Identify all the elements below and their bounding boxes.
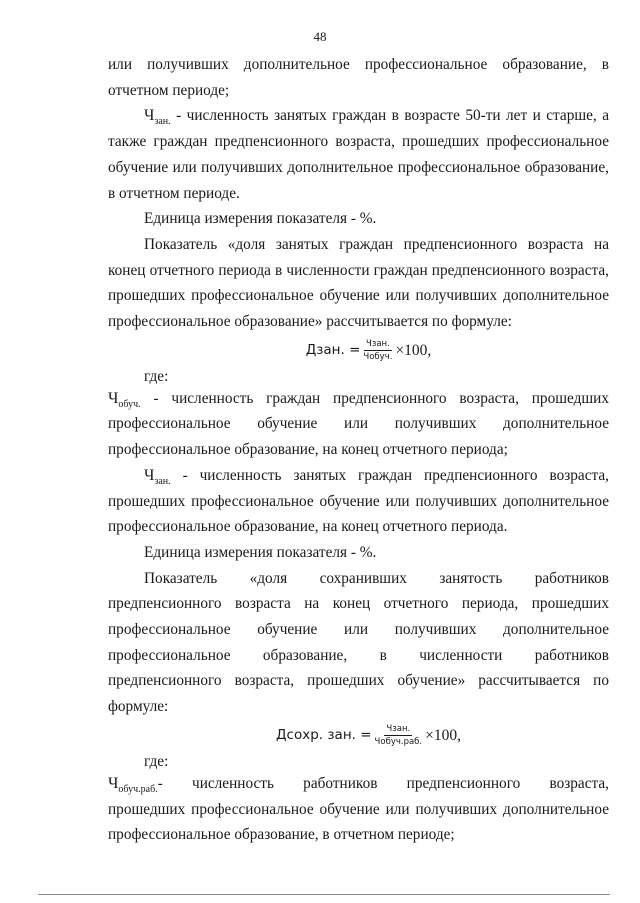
definition-text: - численность занятых граждан предпенсионного возраста, прошедших профессиональное обучение или получивших дополнительное профессиональное образование, на конец отчетного периода. <box>108 466 609 536</box>
definition-workers-rest: прошедших профессиональное обучение или получивших дополнительное профессиональное образование, в отчетном периоде; <box>108 800 609 844</box>
indicator-description: Показатель «доля сохранивших занятость работников предпенсионного возраста на конец отчетного периода, прошедших профессиональное обучение или получивших дополнительное профессиональное образование, в численности работников предпенсионного возраста, прошедших обучение» рассчитывается по формуле: <box>108 569 609 716</box>
document-body <box>108 52 609 848</box>
definition-text: - численность работников предпенсионного возраста, <box>157 774 609 792</box>
symbol-subscript: обуч.раб. <box>118 783 158 795</box>
page-number: 48 <box>313 29 327 44</box>
fraction-denominator: Чобуч. <box>363 352 393 363</box>
definition-trained-line1 <box>108 386 609 412</box>
formula-fraction <box>375 724 423 747</box>
fraction-numerator: Чзан. <box>386 724 411 735</box>
formula-multiplier: ×100, <box>425 727 461 745</box>
symbol-subscript: зан. <box>154 116 171 128</box>
symbol: Ч <box>144 466 155 484</box>
symbol: Ч <box>108 774 119 792</box>
definition-text: - численность граждан предпенсионного возраста, прошедших <box>140 389 609 407</box>
formula-lhs: Дзан. = <box>305 341 361 358</box>
symbol: Ч <box>144 107 155 125</box>
where-label: где: <box>144 367 169 385</box>
symbol-subscript: зан. <box>154 475 171 487</box>
definition-employed-prepension <box>108 463 609 540</box>
definition-text: - численность занятых граждан в возрасте 50-ти лет и старше, а также граждан предпенсионного возраста, прошедших профессиональное обучение или получивших дополнительное профессиональное образование, в отчетном периоде. <box>108 107 609 202</box>
symbol-subscript: обуч. <box>118 398 141 410</box>
formula-multiplier: ×100, <box>395 341 432 359</box>
definition-employed-50plus <box>108 103 609 206</box>
formula-fraction <box>363 339 392 362</box>
unit-of-measure: Единица измерения показателя - %. <box>144 543 377 561</box>
definition-trained-line2: профессиональное обучение или получивших дополнительное <box>108 415 609 433</box>
paragraph-continuation: или получивших дополнительное профессиональное образование, в отчетном периоде; <box>108 56 609 99</box>
definition-workers-line1 <box>108 771 609 797</box>
fraction-denominator: Чобуч.раб. <box>374 737 423 748</box>
unit-of-measure: Единица измерения показателя - %. <box>144 210 377 228</box>
page-bottom-rule <box>38 894 610 895</box>
formula-lhs: Дсохр. зан. = <box>276 727 372 744</box>
definition-trained-line3: профессиональное образование, на конец отчетного периода; <box>108 441 508 459</box>
formula-share-employed <box>128 335 609 367</box>
where-label: где: <box>144 752 169 770</box>
indicator-description: Показатель «доля занятых граждан предпенсионного возраста на конец отчетного периода в численности граждан предпенсионного возраста, прошедших профессиональное обучение или получивших дополнительное профессиональное образование» рассчитывается по формуле: <box>108 235 609 331</box>
formula-share-retained <box>128 720 609 752</box>
symbol: Ч <box>108 389 119 407</box>
fraction-numerator: Чзан. <box>366 339 390 350</box>
